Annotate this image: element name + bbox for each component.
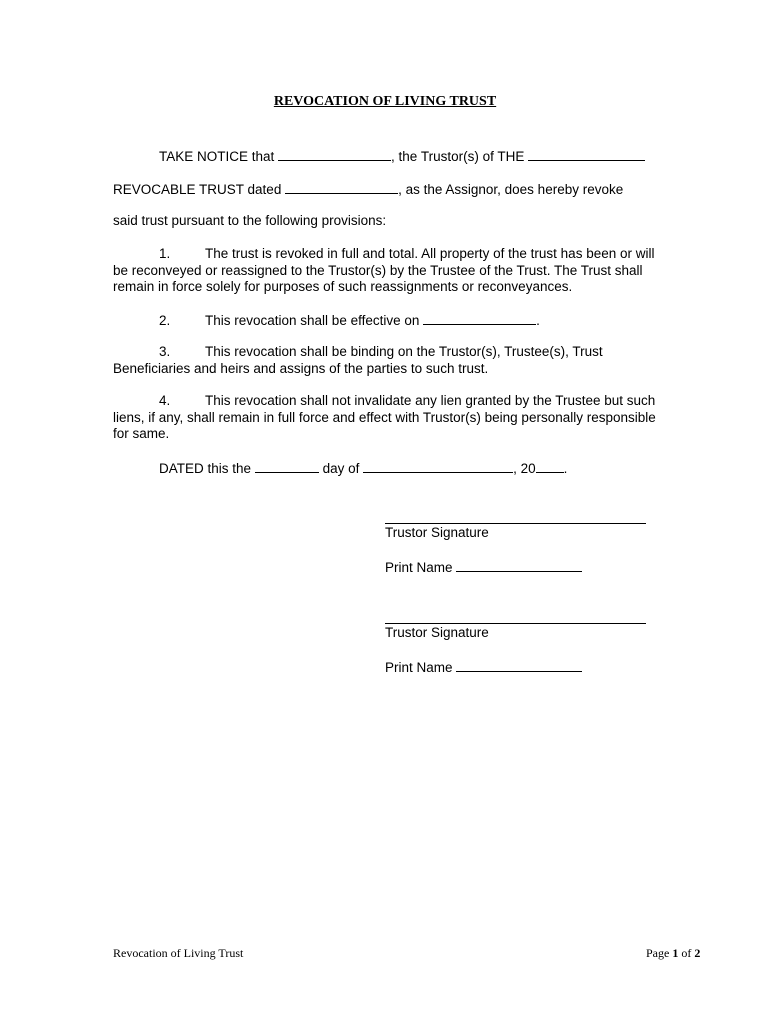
provision-2 bbox=[159, 312, 540, 330]
day-blank[interactable] bbox=[255, 460, 319, 473]
month-blank[interactable] bbox=[363, 460, 513, 473]
dated-day-of: day of bbox=[322, 461, 360, 476]
signature-label: Trustor Signature bbox=[385, 525, 489, 540]
provision-text: This revocation shall not invalidate any lien granted by the Trustee but such liens, if any, shall remain in full force and effect with Trustor(s) being personally responsible for same. bbox=[113, 393, 656, 441]
page-of: of bbox=[681, 946, 692, 960]
notice-line2-text-a: REVOCABLE TRUST dated bbox=[113, 182, 282, 197]
provision-4 bbox=[113, 393, 663, 443]
print-name-row bbox=[385, 659, 582, 677]
dated-prefix: DATED this the bbox=[159, 461, 252, 476]
provision-text: This revocation shall be binding on the Trustor(s), Trustee(s), Trust Beneficiaries and heirs and assigns of the parties to such trust. bbox=[113, 344, 603, 376]
page-total: 2 bbox=[694, 946, 701, 960]
notice-line1-text-b: , the Trustor(s) of THE bbox=[391, 149, 525, 164]
notice-line-1 bbox=[159, 148, 645, 166]
dated-suffix: . bbox=[563, 461, 568, 476]
print-name-label: Print Name bbox=[385, 660, 453, 675]
dated-year-prefix: , 20 bbox=[513, 461, 536, 476]
provision-1 bbox=[113, 246, 663, 296]
provision-number: 4. bbox=[159, 393, 171, 408]
provision-number: 1. bbox=[159, 246, 171, 261]
provision-2-suffix: . bbox=[536, 313, 540, 328]
page-prefix: Page bbox=[646, 946, 670, 960]
notice-line-2 bbox=[113, 181, 623, 199]
notice-line1-text-a: TAKE NOTICE that bbox=[159, 149, 275, 164]
signature-line[interactable] bbox=[385, 523, 646, 524]
print-name-blank[interactable] bbox=[456, 559, 582, 572]
page-current: 1 bbox=[672, 946, 679, 960]
provision-number: 2. bbox=[159, 313, 171, 328]
year-blank[interactable] bbox=[536, 460, 564, 473]
provision-text: This revocation shall be effective on bbox=[205, 313, 420, 328]
print-name-row bbox=[385, 559, 582, 577]
page-number bbox=[646, 946, 700, 961]
print-name-label: Print Name bbox=[385, 560, 453, 575]
provision-number: 3. bbox=[159, 344, 171, 359]
provision-text: The trust is revoked in full and total. All property of the trust has been or will be reconveyed or reassigned to the Trustor(s) by the Trustee of the Trust. The Trust shall remain in force solely for purposes of such reassignments or reconveyances. bbox=[113, 246, 655, 294]
document-title: REVOCATION OF LIVING TRUST bbox=[273, 94, 497, 109]
trust-date-blank[interactable] bbox=[285, 181, 398, 194]
trust-name-blank[interactable] bbox=[528, 148, 645, 161]
signature-label: Trustor Signature bbox=[385, 625, 489, 640]
dated-line bbox=[159, 460, 567, 478]
notice-line-3: said trust pursuant to the following provisions: bbox=[113, 213, 387, 228]
footer-title: Revocation of Living Trust bbox=[113, 946, 244, 960]
signature-line[interactable] bbox=[385, 623, 646, 624]
print-name-blank[interactable] bbox=[456, 659, 582, 672]
trustor-name-blank[interactable] bbox=[278, 148, 391, 161]
effective-date-blank[interactable] bbox=[423, 312, 536, 325]
provision-3 bbox=[113, 344, 663, 377]
notice-line2-text-b: , as the Assignor, does hereby revoke bbox=[398, 182, 624, 197]
